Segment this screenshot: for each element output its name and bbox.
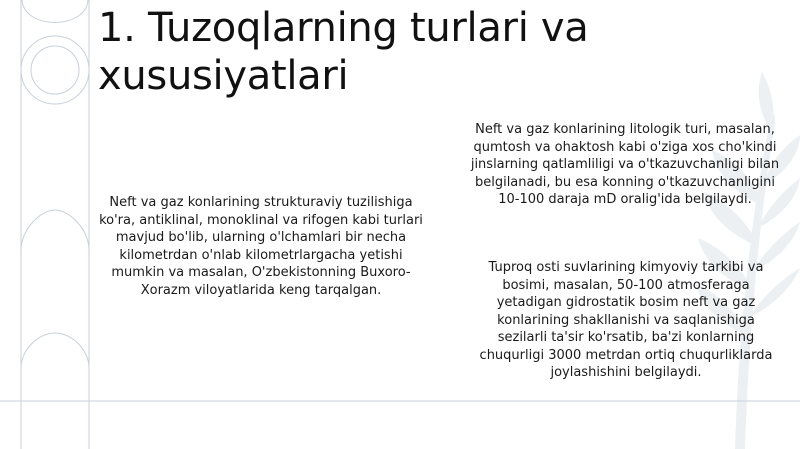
deco-arc-top: [22, 0, 88, 23]
paragraph-groundwater-pressure: Tuproq osti suvlarining kimyoviy tarkibi va bosimi, masalan, 50-100 atmosferaga yetadigan gidrostatik bosim neft va gaz konlarining shakllanishi va saqlanishiga sezilarli ta'sir ko'rsatib, ba'zi konlarning chuqurligi 3000 metrdan ortiq chuqurliklarda joylashishini belgilaydi.: [479, 260, 773, 380]
paragraph-lithological-type: Neft va gaz konlarining litologik turi, masalan, qumtosh va ohaktosh kabi o'ziga xos cho'kindi jinslarning qatlamliligi va o'tkazuvchanligi bilan belgilanadi, bu esa konning o'tkazuvchanligini 10-100 daraja mD oralig'ida belgilaydi.: [470, 122, 780, 207]
slide-title: 1. Tuzoqlarning turlari va xususiyatlari: [98, 5, 589, 99]
deco-circle-inner: [31, 46, 79, 94]
paragraph-structural-types: Neft va gaz konlarining strukturaviy tuzilishiga ko'ra, antiklinal, monoklinal va rifogen kabi turlari mavjud bo'lib, ularning o'lchamlari bir necha kilometrdan o'nlab kilometrlargacha yetishi mumkin va masalan, O'zbekistonning Buxoro-Xorazm viloyatlarida keng tarqalgan.: [99, 195, 423, 298]
deco-arch-middle: [21, 210, 89, 330]
deco-capsule-bottom: [21, 333, 89, 449]
